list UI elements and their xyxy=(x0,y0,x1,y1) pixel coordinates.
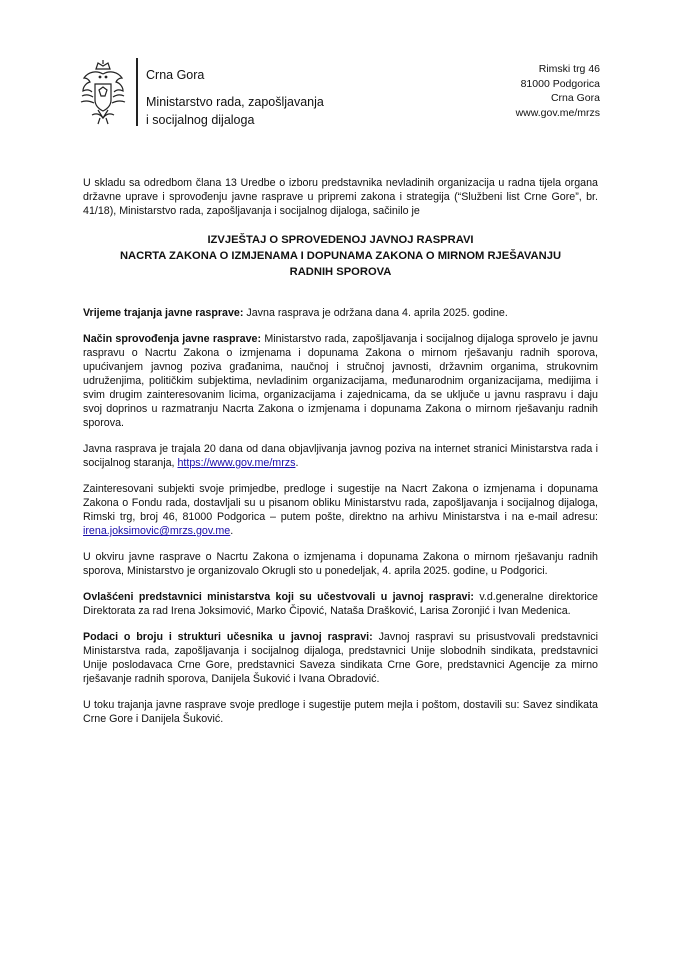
submission-paragraph xyxy=(83,482,598,538)
document-body xyxy=(83,176,598,726)
report-title-line3: RADNIH SPOROVA xyxy=(289,266,392,278)
address-website: www.gov.me/mrzs xyxy=(515,106,600,119)
lasted-text: Javna rasprava je trajala 20 dana od dana objavljivanja javnog poziva na internet stranici Ministarstva rada i socijalnog staranja, xyxy=(83,443,598,469)
participants-paragraph xyxy=(83,630,598,686)
address-city: 81000 Podgorica xyxy=(520,77,600,90)
duration-label: Vrijeme trajanja javne rasprave: xyxy=(83,307,244,319)
final-paragraph: U toku trajanja javne rasprave svoje predloge i sugestije putem mejla i poštom, dostavili su: Savez sindikata Crne Gore i Danijela Šuković. xyxy=(83,699,598,725)
method-paragraph xyxy=(83,332,598,430)
report-title-line2: NACRTA ZAKONA O IZMJENAMA I DOPUNAMA ZAKONA O MIRNOM RJEŠAVANJU xyxy=(119,250,562,262)
lasted-end: . xyxy=(295,457,299,469)
representatives-paragraph xyxy=(83,590,598,618)
representatives-label: Ovlašćeni predstavnici ministarstva koji su učestvovali u javnoj raspravi: xyxy=(83,591,474,603)
submit-text: Zainteresovani subjekti svoje primjedbe, predloge i sugestije na Nacrt Zakona o izmjenama i dopunama Zakona o Fondu rada, dostavljali su u pisanom obliku Ministarstvu rada, zapošljavanja i socijalnog dijaloga, Rimski trg, broj 46, 81000 Podgorica – putem pošte, direktno na arhivu Ministarstva i na e-mail adresu: xyxy=(83,483,598,523)
coat-of-arms-icon xyxy=(78,60,128,126)
report-title xyxy=(83,232,598,280)
submit-end: . xyxy=(230,525,234,537)
ministry-website-link[interactable]: https://www.gov.me/mrzs xyxy=(177,457,296,469)
country-name: Crna Gora xyxy=(146,68,205,82)
representatives-text: v.d.generalne direktorice Direktorata za rad Irena Joksimović, Marko Čipović, Nataša Drašković, Larisa Zoronjić i Ivan Medenica. xyxy=(83,591,598,617)
address-country: Crna Gora xyxy=(550,92,600,104)
method-text: Ministarstvo rada, zapošljavanja i socijalnog dijaloga sprovelo je javnu raspravu o Nacrtu Zakona o izmjenama i dopunama Zakona o mirnom rješavanju radnih sporova, upućivanjem javnog poziva građanima, naučnoj i stručnoj javnosti, državnim organima, strukovnim udruženjima, političkim subjektima, nevladinim organizacijama, međunarodnim organizacijama, medijima i svim drugim zainteresovanim licima, organizacijama i zajednicama, da se uključe u javnu raspravu i daju svoj doprinos u razmatranju Nacrta Zakona o izmjenama i dopunama Zakona o mirnom rješavanju radnih sporova. xyxy=(83,333,598,429)
email-link[interactable]: irena.joksimovic@mrzs.gov.me xyxy=(83,525,231,537)
ministry-name-line2: i socijalnog dijaloga xyxy=(146,113,255,127)
report-title-line1: IZVJEŠTAJ O SPROVEDENOJ JAVNOJ RASPRAVI xyxy=(207,234,474,246)
header-divider xyxy=(136,58,138,126)
address-street: Rimski trg 46 xyxy=(538,63,600,75)
address-block xyxy=(516,62,600,120)
method-label: Način sprovođenja javne rasprave: xyxy=(83,333,262,345)
duration-days-paragraph xyxy=(83,442,598,470)
ministry-name-line1: Ministarstvo rada, zapošljavanja xyxy=(146,95,324,109)
participants-label: Podaci o broju i strukturi učesnika u javnoj raspravi: xyxy=(83,631,373,643)
duration-text: Javna rasprava je održana dana 4. aprila 2025. godine. xyxy=(243,307,508,319)
intro-paragraph: U skladu sa odredbom člana 13 Uredbe o izboru predstavnika nevladinih organizacija u radna tijela organa državne uprave i sprovođenju javne rasprave u pripremi zakona i strategija (“Službeni list Crne Gore”, br. 41/18), Ministarstvo rada, zapošljavanja i socijalnog dijaloga, sačinilo je xyxy=(83,177,598,217)
roundtable-paragraph: U okviru javne rasprave o Nacrtu Zakona o izmjenama i dopunama Zakona o mirnom rješavanju radnih sporova, Ministarstvo je organizovalo Okrugli sto u ponedeljak, 4. aprila 2025. godine, u Podgorici. xyxy=(83,551,598,577)
ministry-block xyxy=(146,66,324,129)
participants-text: Javnoj raspravi su prisustvovali predstavnici Ministarstva rada, zapošljavanja i socijalnog dijaloga, predstavnici Unije slobodnih sindikata, predstavnici Unije poslodavaca Crne Gore, predstavnici Saveza sindikata Crne Gore, predstavnici Agencije za mirno rješavanje radnih sporova, Danijela Šuković i Ivana Obradović. xyxy=(83,631,598,685)
duration-paragraph xyxy=(83,306,598,320)
